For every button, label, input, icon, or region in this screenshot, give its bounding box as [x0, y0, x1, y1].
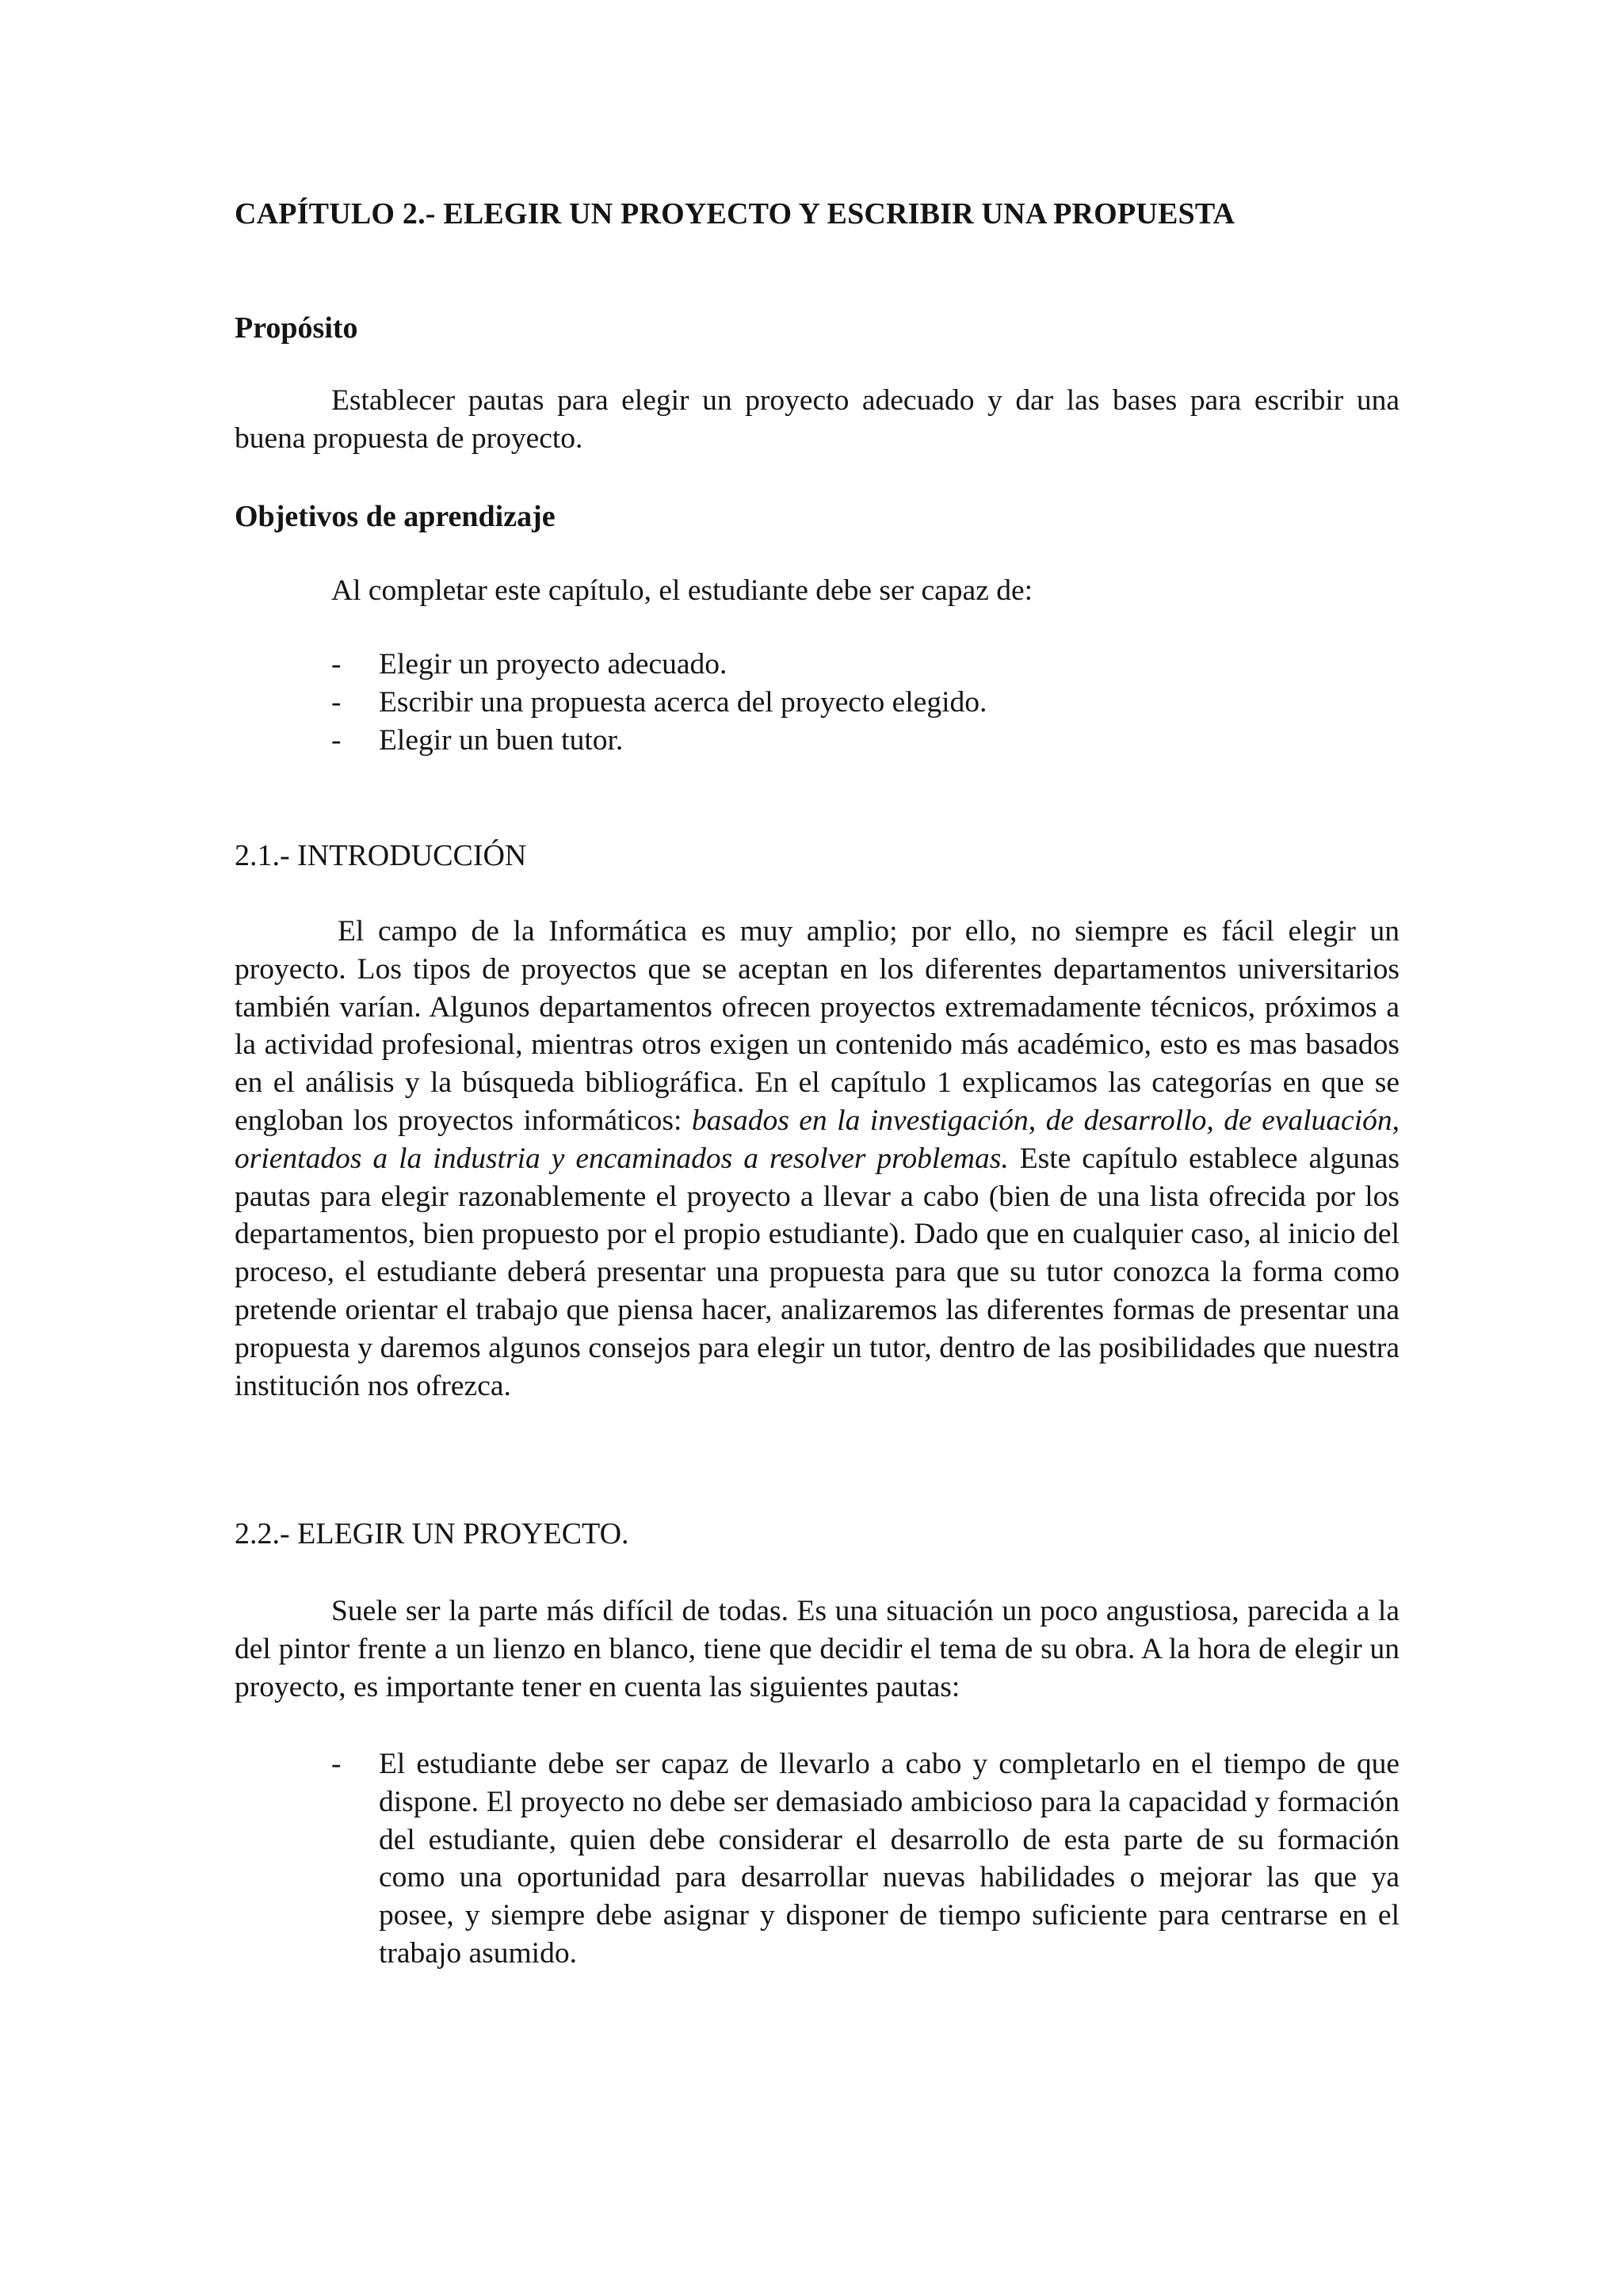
proposito-heading: Propósito [235, 311, 358, 345]
objetivos-intro: Al completar este capítulo, el estudiante debe ser capaz de: [331, 574, 1033, 607]
elegir-proyecto-paragraph: Suele ser la parte más difícil de todas. Es una situación un poco angustiosa, parecida a la del pintor frente a un lienzo en blanco, tiene que decidir el tema de su obra. A la hora de elegir un proyecto, es importante tener en cuenta las siguientes pautas: [235, 1595, 1400, 1703]
objetivos-list [235, 646, 1400, 759]
bullet-dash: - [331, 1748, 342, 1780]
chapter-title: CAPÍTULO 2.- ELEGIR UN PROYECTO Y ESCRIBIR UNA PROPUESTA [235, 197, 1235, 231]
introduccion-text-italic: basados en la investigación, de desarrollo, de evaluación, orientados a la industria y encaminados a resolver problemas. [235, 1104, 1400, 1175]
list-item [235, 646, 1400, 684]
introduccion-text-end: Este capítulo establece algunas pautas para elegir razonablemente el proyecto a llevar a cabo (bien de una lista ofrecida por los departamentos, bien propuesto por el propio estudiante). Dado que en cualquier caso, al inicio del proceso, el estudiante deberá presentar una propuesta para que su tutor conozca la forma como pretende orientar el trabajo que piensa hacer, analizaremos las diferentes formas de presentar una propuesta y daremos algunos consejos para elegir un tutor, dentro de las posibilidades que nuestra institución nos ofrezca. [235, 1142, 1400, 1402]
pautas-list [235, 1745, 1400, 1973]
bullet-dash: - [331, 723, 342, 757]
list-item-text: El estudiante debe ser capaz de llevarlo a cabo y completarlo en el tiempo de que dispone. El proyecto no debe ser demasiado ambicioso para la capacidad y formación del estudiante, quien debe considerar el desarrollo de esta parte de su formación como una oportunidad para desarrollar nuevas habilidades o mejorar las que ya posee, y siempre debe asignar y disponer de tiempo suficiente para centrarse en el trabajo asumido. [379, 1748, 1400, 1970]
section-2-1-heading: 2.1.- INTRODUCCIÓN [235, 839, 527, 872]
list-item-text: Elegir un buen tutor. [379, 723, 624, 757]
introduccion-paragraph [235, 913, 1400, 1405]
proposito-paragraph: Establecer pautas para elegir un proyecto adecuado y dar las bases para escribir una buena propuesta de proyecto. [235, 384, 1400, 455]
section-2-2-heading: 2.2.- ELEGIR UN PROYECTO. [235, 1517, 629, 1550]
list-item-text: Escribir una propuesta acerca del proyecto elegido. [379, 685, 987, 719]
introduccion-text-start: El campo de la Informática es muy amplio; por ello, no siempre es fácil elegir un proyecto. Los tipos de proyectos que se aceptan en los diferentes departamentos universitarios también varían. Algunos departamentos ofrecen proyectos extremadamente técnicos, próximos a la actividad profesional, mientras otros exigen un contenido más académico, esto es mas basados en el análisis y la búsqueda bibliográfica. En el capítulo 1 explicamos las categorías en que se engloban los proyectos informáticos: [235, 915, 1400, 1137]
objetivos-heading: Objetivos de aprendizaje [235, 500, 556, 533]
bullet-dash: - [331, 685, 342, 719]
list-item [235, 1745, 1400, 1973]
list-item [235, 684, 1400, 722]
list-item-text: Elegir un proyecto adecuado. [379, 648, 727, 681]
list-item [235, 722, 1400, 760]
bullet-dash: - [331, 648, 342, 681]
